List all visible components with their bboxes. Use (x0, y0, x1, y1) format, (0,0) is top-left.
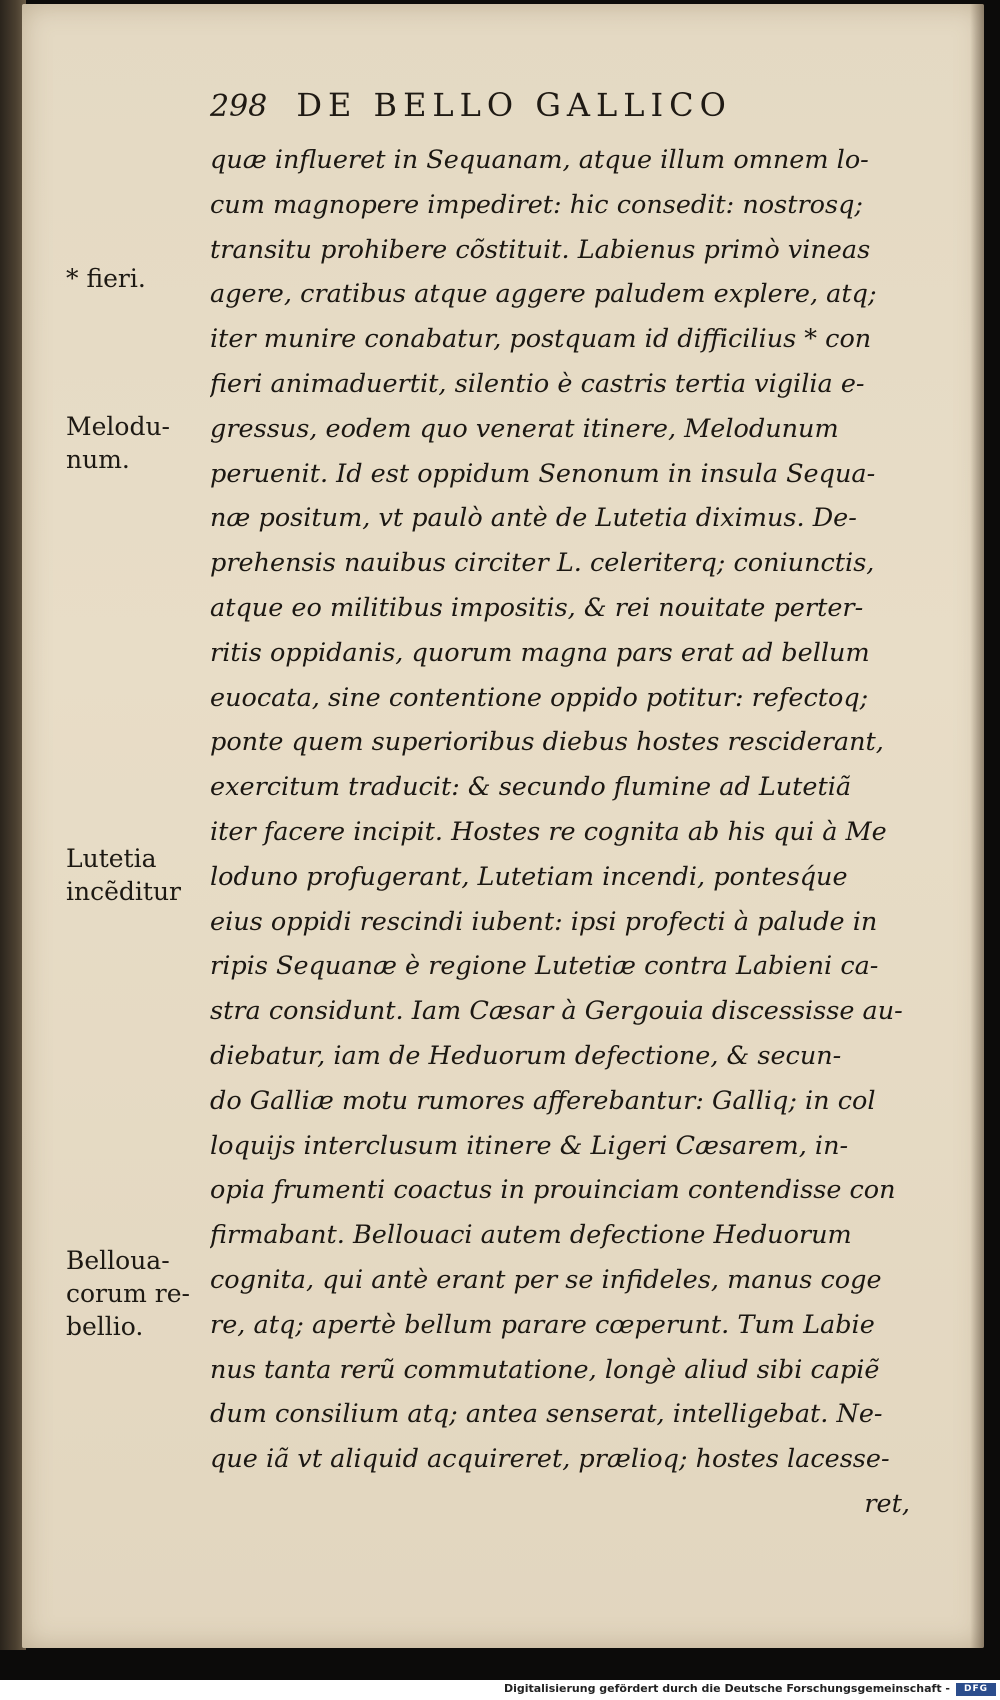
text-line: iter munire conabatur, postquam id difficilius * con (210, 324, 872, 355)
text-line: euocata, sine contentione oppido potitur: refectoq; (210, 682, 869, 713)
text-line: exercitum traducit: & secundo flumine ad Lutetiã (210, 772, 852, 803)
text-line: do Galliæ motu rumores afferebantur: Galliq; in col (210, 1085, 876, 1116)
margin-note-line: bellio. (66, 1312, 144, 1341)
main-text-block (210, 138, 940, 1527)
margin-note-melodunum (66, 410, 211, 476)
text-line: transitu prohibere cõstituit. Labienus primò vineas (210, 234, 871, 265)
text-line: loduno profugerant, Lutetiam incendi, pontesq́ue (210, 861, 848, 892)
margin-note-line: Melodu- (66, 412, 170, 441)
text-line: re, atq; apertè bellum parare cœperunt. Tum Labie (210, 1309, 875, 1340)
digitization-footer (0, 1680, 1000, 1700)
page-number: 298 (210, 89, 268, 124)
margin-note-bellouacorum (66, 1244, 211, 1343)
text-line: nus tanta rerũ commutatione, longè aliud sibi capiẽ (210, 1354, 880, 1385)
text-line: agere, cratibus atque aggere paludem explere, atq; (210, 279, 877, 310)
dfg-logo-icon: DFG (956, 1683, 996, 1696)
margin-note-line: corum re- (66, 1279, 190, 1308)
text-line: que iã vt aliquid acquireret, prælioq; hostes lacesse- (210, 1444, 890, 1475)
running-head: DE BELLO GALLICO (296, 86, 732, 124)
margin-note-fieri (66, 262, 211, 295)
text-line: næ positum, vt paulò antè de Lutetia diximus. De- (210, 503, 857, 534)
text-line: stra considunt. Iam Cæsar à Gergouia discessisse au- (210, 996, 903, 1027)
text-line: atque eo militibus impositis, & rei nouitate perter- (210, 592, 864, 623)
text-line: ritis oppidanis, quorum magna pars erat ad bellum (210, 637, 870, 668)
text-line: cognita, qui antè erant per se infideles, manus coge (210, 1264, 882, 1295)
text-line: iter facere incipit. Hostes re cognita ab his qui à Me (210, 816, 887, 847)
margin-note-line: Belloua- (66, 1246, 170, 1275)
margin-note-line: incẽditur (66, 877, 181, 906)
margin-note-line: num. (66, 445, 130, 474)
text-line: peruenit. Id est oppidum Senonum in insula Sequa- (210, 458, 876, 489)
catchword-line: ret, (864, 1488, 910, 1519)
page-header (210, 86, 732, 124)
text-line: cum magnopere impediret: hic consedit: nostrosq; (210, 189, 864, 220)
text-line: dum consilium atq; antea senserat, intelligebat. Ne- (210, 1399, 883, 1430)
text-line: gressus, eodem quo venerat itinere, Melodunum (210, 413, 839, 444)
funding-credit: Digitalisierung gefördert durch die Deutsche Forschungsgemeinschaft - (503, 1682, 950, 1695)
text-line: ponte quem superioribus diebus hostes resciderant, (210, 727, 884, 758)
text-line: opia frumenti coactus in prouinciam contendisse con (210, 1175, 896, 1206)
text-line: fieri animaduertit, silentio è castris tertia vigilia e- (210, 368, 865, 399)
text-line: diebatur, iam de Heduorum defectione, & secun- (210, 1040, 842, 1071)
margin-note-lutetia (66, 842, 211, 908)
text-line: loquijs interclusum itinere & Ligeri Cæsarem, in- (210, 1130, 849, 1161)
text-line: eius oppidi rescindi iubent: ipsi profecti à palude in (210, 906, 878, 937)
text-line: prehensis nauibus circiter L. celeriterq; coniunctis, (210, 548, 875, 579)
page-edge-shadow (970, 4, 984, 1648)
margin-note-line: * fieri. (66, 264, 146, 293)
margin-note-line: Lutetia (66, 844, 157, 873)
text-line: quæ influeret in Sequanam, atque illum omnem lo- (210, 145, 869, 175)
text-line: firmabant. Bellouaci autem defectione Heduorum (210, 1220, 852, 1251)
text-line: ripis Sequanæ è regione Lutetiæ contra Labieni ca- (210, 951, 879, 982)
